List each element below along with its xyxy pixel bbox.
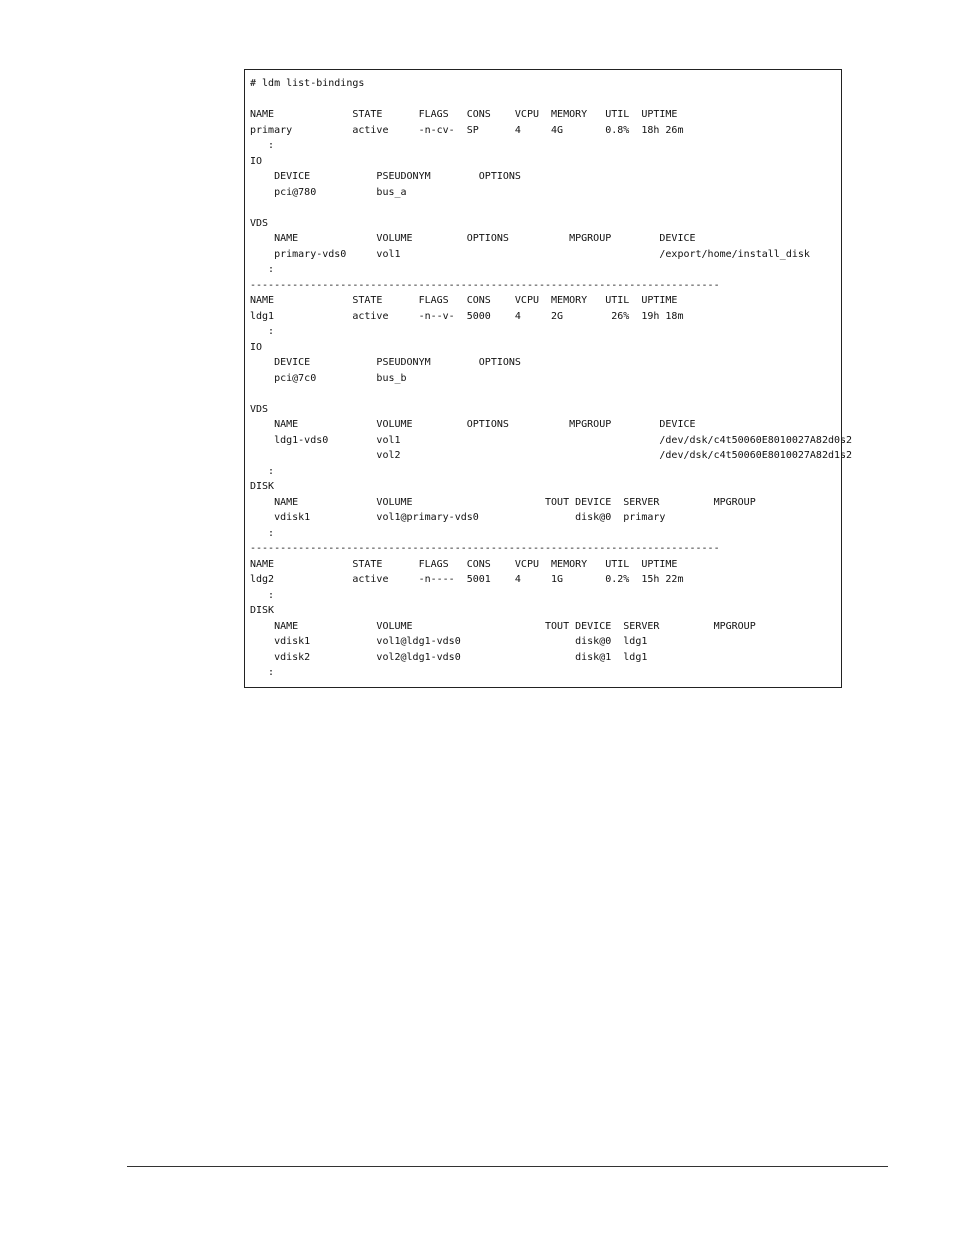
output-line: pci@780 bus_a bbox=[250, 187, 407, 198]
footer-rule bbox=[127, 1166, 888, 1167]
output-line: : bbox=[250, 466, 275, 477]
output-line: primary active -n-cv- SP 4 4G 0.8% 18h 26m bbox=[250, 125, 684, 136]
output-line: ldg1 active -n--v- 5000 4 2G 26% 19h 18m bbox=[250, 311, 684, 322]
output-line: NAME VOLUME OPTIONS MPGROUP DEVICE bbox=[250, 233, 696, 244]
output-line: VDS bbox=[250, 404, 269, 415]
output-line: NAME STATE FLAGS CONS VCPU MEMORY UTIL UPTIME bbox=[250, 559, 678, 570]
output-line: NAME STATE FLAGS CONS VCPU MEMORY UTIL UPTIME bbox=[250, 109, 678, 120]
output-line: DEVICE PSEUDONYM OPTIONS bbox=[250, 357, 521, 368]
output-line: : bbox=[250, 264, 275, 275]
output-line: VDS bbox=[250, 218, 269, 229]
output-line: # ldm list-bindings bbox=[250, 78, 365, 89]
output-line: : bbox=[250, 326, 275, 337]
output-line: pci@7c0 bus_b bbox=[250, 373, 407, 384]
output-line: DISK bbox=[250, 481, 275, 492]
output-line: primary-vds0 vol1 /export/home/install_disk bbox=[250, 249, 810, 260]
output-line: ------------------------------------------------------------------------------ bbox=[250, 543, 720, 554]
output-line: NAME VOLUME OPTIONS MPGROUP DEVICE bbox=[250, 419, 696, 430]
output-line: ldg1-vds0 vol1 /dev/dsk/c4t50060E8010027A82d0s2 bbox=[250, 435, 853, 446]
output-line: ------------------------------------------------------------------------------ bbox=[250, 280, 720, 291]
output-line: IO bbox=[250, 342, 263, 353]
output-line: vdisk1 vol1@primary-vds0 disk@0 primary bbox=[250, 512, 666, 523]
output-line: vol2 /dev/dsk/c4t50060E8010027A82d1s2 bbox=[250, 450, 853, 461]
output-line: vdisk2 vol2@ldg1-vds0 disk@1 ldg1 bbox=[250, 652, 648, 663]
output-line: : bbox=[250, 140, 275, 151]
output-line: DEVICE PSEUDONYM OPTIONS bbox=[250, 171, 521, 182]
output-line: : bbox=[250, 667, 275, 678]
output-line: : bbox=[250, 590, 275, 601]
output-line: ldg2 active -n---- 5001 4 1G 0.2% 15h 22m bbox=[250, 574, 684, 585]
output-line: NAME VOLUME TOUT DEVICE SERVER MPGROUP bbox=[250, 497, 756, 508]
output-line: : bbox=[250, 528, 275, 539]
output-line: NAME VOLUME TOUT DEVICE SERVER MPGROUP bbox=[250, 621, 756, 632]
output-line: IO bbox=[250, 156, 263, 167]
output-line: vdisk1 vol1@ldg1-vds0 disk@0 ldg1 bbox=[250, 636, 648, 647]
output-line: NAME STATE FLAGS CONS VCPU MEMORY UTIL UPTIME bbox=[250, 295, 678, 306]
output-line: DISK bbox=[250, 605, 275, 616]
